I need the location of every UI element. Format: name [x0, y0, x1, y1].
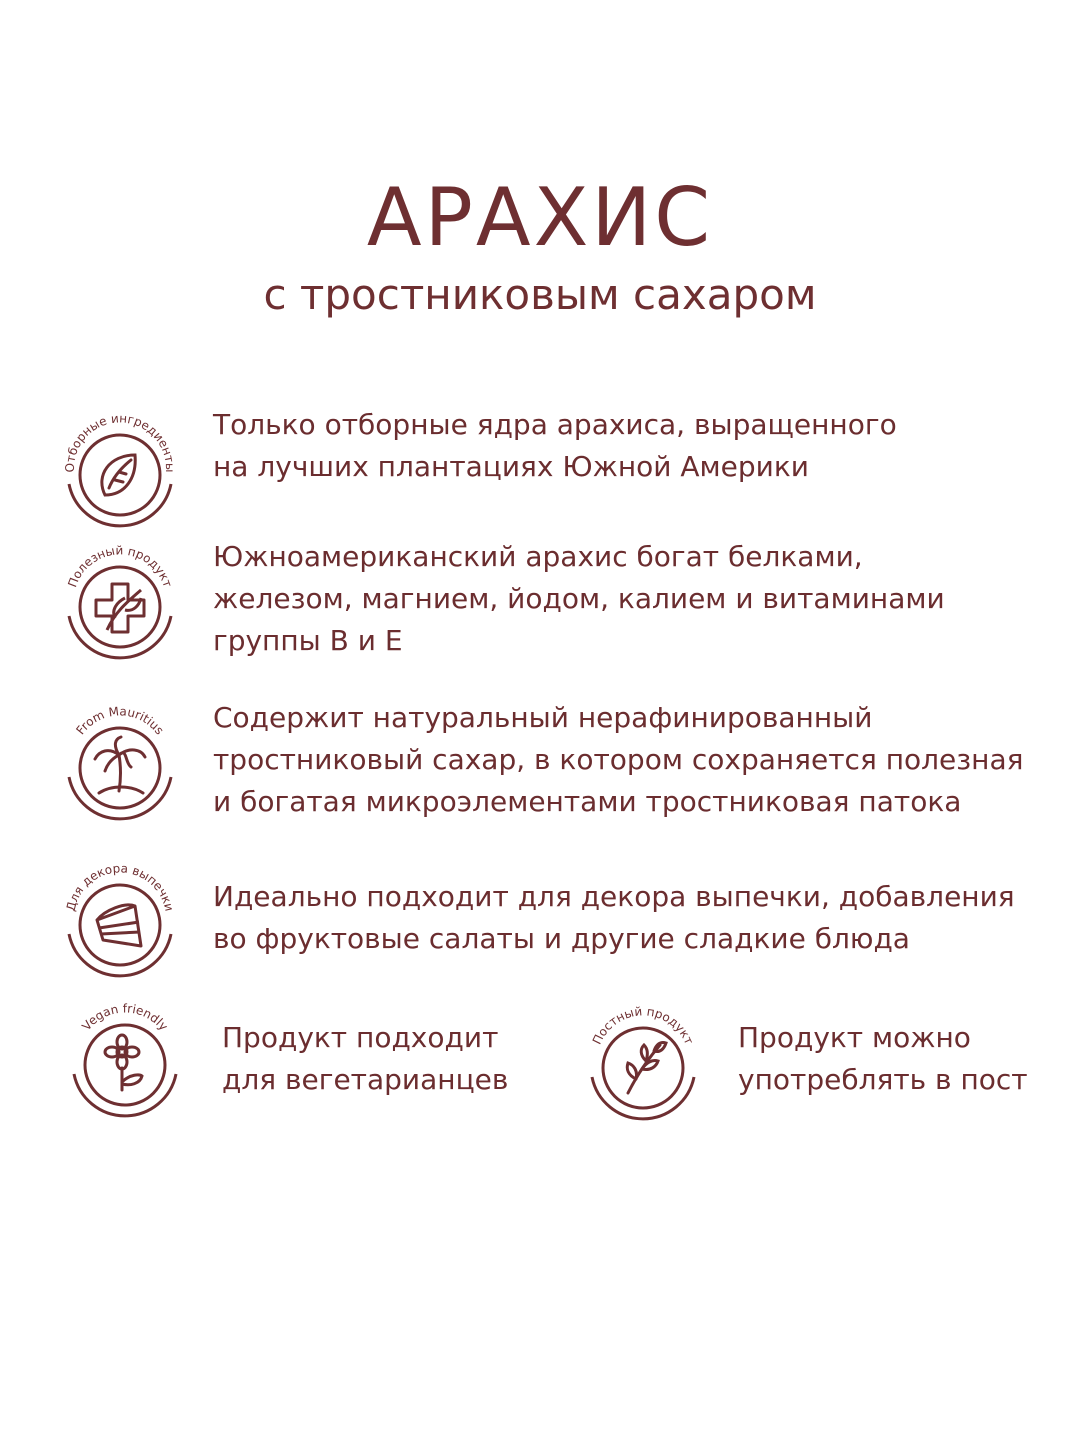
feature-text-3: Содержит натуральный нерафинированный тростниковый сахар, в котором сохраняется полезная и богатая микроэлементами тростниковая патока — [213, 701, 1024, 818]
badge-selected-ingredients — [55, 400, 185, 530]
svg-text:Для декора выпечки: Для декора выпечки — [63, 861, 177, 913]
page-subtitle: с тростниковым сахаром — [263, 270, 817, 319]
feature-text-2: Южноамериканский арахис богат белками, железом, магнием, йодом, калием и витаминами группы В и Е — [213, 540, 945, 657]
health-cross-icon — [96, 584, 144, 632]
badge-lenten-product — [578, 993, 708, 1123]
feature-text-1: Только отборные ядра арахиса, выращенного на лучших плантациях Южной Америки — [213, 408, 897, 483]
badge-baking-decor — [55, 850, 185, 980]
svg-text:From Mauritius: From Mauritius — [73, 704, 167, 738]
palm-island-icon — [95, 737, 145, 793]
flower-icon — [105, 1035, 142, 1090]
feature-text-6: Продукт можно употреблять в пост — [738, 1021, 1028, 1096]
svg-text:Отборные ингредиенты: Отборные ингредиенты — [62, 411, 178, 473]
branch-icon — [627, 1042, 666, 1093]
badge-healthy-product — [55, 532, 185, 662]
cake-slice-icon — [97, 905, 141, 946]
feature-text-5: Продукт подходит для вегетарианцев — [222, 1021, 509, 1096]
page-title: АРАХИС — [366, 171, 714, 264]
badge-vegan-friendly — [60, 990, 190, 1120]
badge-from-mauritius — [55, 693, 185, 823]
svg-text:Постный продукт: Постный продукт — [589, 1004, 697, 1047]
almond-icon — [102, 455, 135, 495]
feature-text-4: Идеально подходит для декора выпечки, добавления во фруктовые салаты и другие сладкие блюда — [213, 880, 1015, 955]
svg-text:Vegan friendly: Vegan friendly — [79, 1001, 171, 1034]
svg-text:Полезный продукт: Полезный продукт — [65, 543, 175, 590]
